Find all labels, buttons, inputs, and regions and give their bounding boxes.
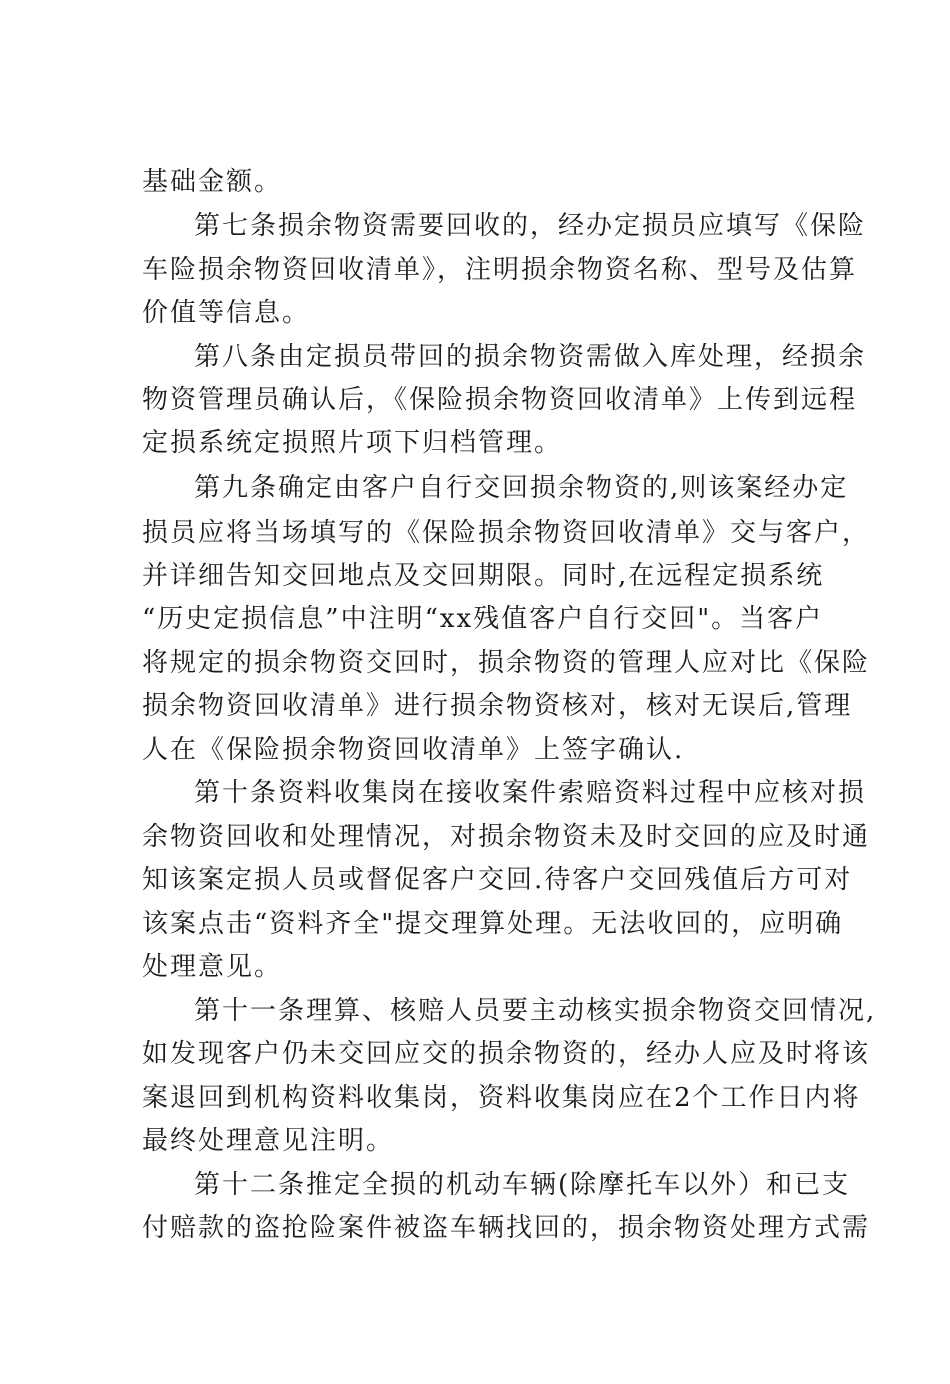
article-10-line-5: 处理意见。 xyxy=(142,952,283,982)
article-11-line-4: 最终处理意见注明。 xyxy=(142,1126,395,1156)
paragraph-continuation-line-1: 基础金额。 xyxy=(142,167,283,197)
article-11-line-2: 如发现客户仍未交回应交的损余物资的，经办人应及时将该 xyxy=(142,1039,871,1069)
article-12-line-2: 付赔款的盗抢险案件被盗车辆找回的，损余物资处理方式需 xyxy=(142,1213,871,1243)
article-9-line-5: 将规定的损余物资交回时，损余物资的管理人应对比《保险 xyxy=(142,648,871,678)
article-9-line-6: 损余物资回收清单》进行损余物资核对，核对无误后,管理 xyxy=(142,691,853,721)
article-7-line-3: 价值等信息。 xyxy=(142,298,311,328)
article-7-line-2: 车险损余物资回收清单》，注明损余物资名称、型号及估算 xyxy=(142,255,858,285)
article-9-line-3: 并详细告知交回地点及交回期限。同时,在远程定损系统 xyxy=(142,561,825,591)
article-9-line-1: 第九条确定由客户自行交回损余物资的,则该案经办定 xyxy=(194,473,849,503)
article-10-line-3: 知该案定损人员或督促客户交回.待客户交回残值后方可对 xyxy=(142,865,853,895)
article-7-line-1: 第七条损余物资需要回收的，经办定损员应填写《保险 xyxy=(194,211,867,241)
article-10-line-4: 该案点击“资料齐全"提交理算处理。无法收回的，应明确 xyxy=(142,909,844,939)
article-10-line-2: 余物资回收和处理情况，对损余物资未及时交回的应及时通 xyxy=(142,822,871,852)
article-8-line-2: 物资管理员确认后，《保险损余物资回收清单》上传到远程 xyxy=(142,385,858,415)
article-9-line-7: 人在《保险损余物资回收清单》上签字确认. xyxy=(142,735,685,765)
article-11-line-1: 第十一条理算、核赔人员要主动核实损余物资交回情况, xyxy=(194,996,877,1026)
article-10-line-1: 第十条资料收集岗在接收案件索赔资料过程中应核对损 xyxy=(194,778,867,808)
article-11-line-3: 案退回到机构资料收集岗，资料收集岗应在2个工作日内将 xyxy=(142,1083,861,1113)
article-9-line-4: “历史定损信息”中注明“xx残值客户自行交回"。当客户 xyxy=(142,604,824,634)
article-9-line-2: 损员应将当场填写的《保险损余物资回收清单》交与客户， xyxy=(142,518,871,548)
article-12-line-1: 第十二条推定全损的机动车辆(除摩托车以外）和已支 xyxy=(194,1170,851,1200)
article-8-line-1: 第八条由定损员带回的损余物资需做入库处理，经损余 xyxy=(194,342,867,372)
article-8-line-3: 定损系统定损照片项下归档管理。 xyxy=(142,428,563,458)
